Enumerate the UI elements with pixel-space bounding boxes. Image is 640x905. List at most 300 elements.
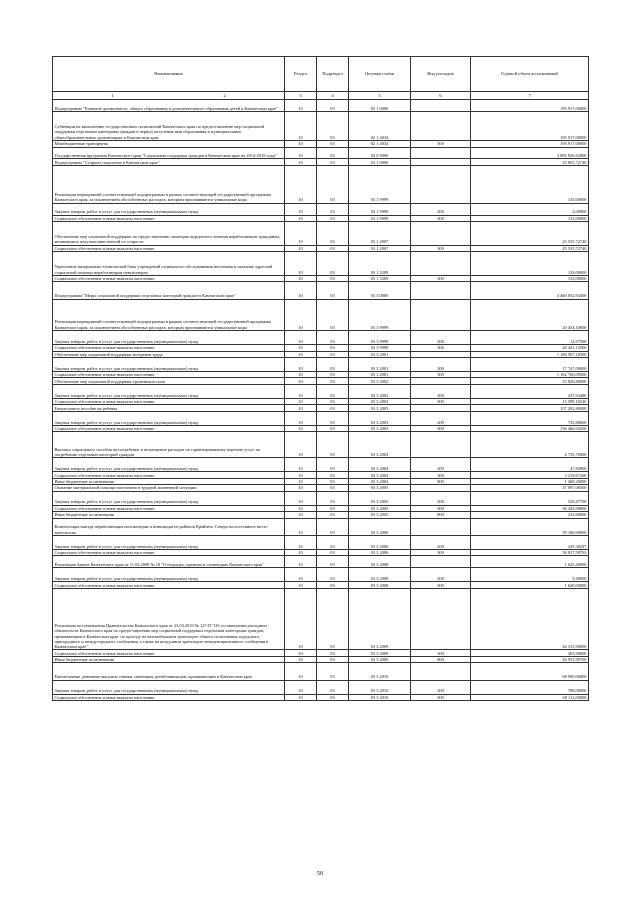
row-amount-cell: 25 535,72740 <box>471 245 589 251</box>
row-expense-type-cell: 200 <box>411 535 471 549</box>
row-expense-type-cell <box>411 282 471 299</box>
row-expense-type-cell: 300 <box>411 425 471 431</box>
row-amount-cell: 36 345,98800 <box>471 505 589 511</box>
row-section-cell: 10 <box>285 147 317 159</box>
row-target-cell: 03 3 2009 <box>349 650 411 656</box>
row-target-cell: 03 0 0000 <box>349 147 411 159</box>
row-subsection-cell: 03 <box>317 512 349 518</box>
row-section-cell: 10 <box>285 384 317 398</box>
row-expense-type-cell <box>411 100 471 112</box>
row-amount-cell: 5,40000 <box>471 568 589 582</box>
row-expense-type-cell <box>411 221 471 245</box>
row-amount-cell: 133,00000 <box>471 215 589 221</box>
row-section-cell: 10 <box>285 556 317 568</box>
row-name-cell: Обеспечение мер социальной поддержки тружеников тыла <box>53 378 285 384</box>
table-row <box>53 299 589 330</box>
row-expense-type-cell: 800 <box>411 512 471 518</box>
row-section-cell: 10 <box>285 351 317 357</box>
row-amount-cell: 232,60000 <box>471 512 589 518</box>
row-amount-cell: 133,00000 <box>471 252 589 276</box>
row-subsection-cell: 03 <box>317 203 349 215</box>
row-target-cell: 03 3 2005 <box>349 491 411 505</box>
row-target-cell: 03 3 9999 <box>349 331 411 345</box>
row-target-cell: 03 1 9999 <box>349 215 411 221</box>
table-row <box>53 535 589 549</box>
row-section-cell: 10 <box>285 282 317 299</box>
row-name-cell: Закупка товаров, работ и услуг для государственных (муниципальных) нужд <box>53 680 285 694</box>
row-expense-type-cell <box>411 588 471 650</box>
row-name-cell: Реализация Закона Камчатского края от 11.03.2008 № 18 "О наградах, премиях и стипендиях Камчатского края" <box>53 556 285 568</box>
row-section-cell: 10 <box>285 550 317 556</box>
row-amount-cell: 195 917,00000 <box>471 111 589 140</box>
row-expense-type-cell <box>411 252 471 276</box>
row-name-cell: Реализация мероприятий соответствующей подпрограммы в рамках соответствующей государственной программы Камчатского края, за исключением обособленных расходов, которым присваиваются уникальные коды <box>53 165 285 203</box>
row-target-cell: 03 3 9999 <box>349 345 411 351</box>
row-amount-cell: 37 097,06500 <box>471 485 589 491</box>
row-target-cell: 03 3 2002 <box>349 378 411 384</box>
row-name-cell: Закупка товаров, работ и услуг для государственных (муниципальных) нужд <box>53 535 285 549</box>
row-amount-cell: 17 747,09000 <box>471 357 589 371</box>
row-section-cell: 10 <box>285 535 317 549</box>
row-amount-cell: 25 803,72740 <box>471 159 589 165</box>
table-row <box>53 331 589 345</box>
row-subsection-cell: 03 <box>317 582 349 588</box>
row-target-cell: 03 3 2006 <box>349 550 411 556</box>
row-target-cell: 03 1 0000 <box>349 159 411 165</box>
row-expense-type-cell: 300 <box>411 398 471 404</box>
row-target-cell: 02 1 4034 <box>349 141 411 147</box>
row-expense-type-cell: 300 <box>411 650 471 656</box>
column-number: 5 <box>349 92 411 100</box>
row-expense-type-cell <box>411 165 471 203</box>
row-name-cell: Иные бюджетные ассигнования <box>53 512 285 518</box>
table-header-row <box>53 57 589 92</box>
row-expense-type-cell: 300 <box>411 694 471 700</box>
row-amount-cell: 3 885 836,65800 <box>471 147 589 159</box>
row-expense-type-cell: 200 <box>411 331 471 345</box>
table-row <box>53 518 589 535</box>
row-amount-cell: 2,00000 <box>471 203 589 215</box>
row-name-cell: Ежемесячное пособие на ребенка <box>53 405 285 411</box>
row-expense-type-cell: 200 <box>411 411 471 425</box>
row-subsection-cell: 03 <box>317 299 349 330</box>
table-row <box>53 384 589 398</box>
row-expense-type-cell: 300 <box>411 372 471 378</box>
row-target-cell: 03 3 2009 <box>349 656 411 662</box>
table-row <box>53 680 589 694</box>
table-row <box>53 588 589 650</box>
row-subsection-cell: 03 <box>317 215 349 221</box>
row-amount-cell: 4 735,70000 <box>471 432 589 458</box>
row-subsection-cell: 03 <box>317 384 349 398</box>
row-subsection-cell: 03 <box>317 372 349 378</box>
row-amount-cell: 788,00000 <box>471 680 589 694</box>
row-subsection-cell: 03 <box>317 425 349 431</box>
header-expense-type: Вид расходов <box>411 57 471 92</box>
row-name-cell: Социальное обеспечение и иные выплаты населению <box>53 505 285 511</box>
row-subsection-cell: 03 <box>317 398 349 404</box>
row-expense-type-cell: 300 <box>411 550 471 556</box>
row-amount-cell: 735,86800 <box>471 411 589 425</box>
row-section-cell: 10 <box>285 432 317 458</box>
row-expense-type-cell: 300 <box>411 215 471 221</box>
row-section-cell: 10 <box>285 582 317 588</box>
row-section-cell: 10 <box>285 405 317 411</box>
row-expense-type-cell: 200 <box>411 357 471 371</box>
row-target-cell: 03 3 2002 <box>349 398 411 404</box>
row-amount-cell: 157 202,80000 <box>471 405 589 411</box>
row-subsection-cell: 03 <box>317 345 349 351</box>
column-number-row <box>53 92 589 100</box>
row-subsection-cell: 03 <box>317 650 349 656</box>
row-name-cell: Социальное обеспечение и иные выплаты населению <box>53 372 285 378</box>
budget-table <box>52 56 589 701</box>
row-expense-type-cell: 300 <box>411 245 471 251</box>
row-section-cell: 10 <box>285 472 317 478</box>
row-section-cell: 10 <box>285 425 317 431</box>
row-subsection-cell: 03 <box>317 159 349 165</box>
row-subsection-cell: 03 <box>317 588 349 650</box>
row-section-cell: 10 <box>285 221 317 245</box>
table-row <box>53 147 589 159</box>
row-subsection-cell: 03 <box>317 165 349 203</box>
row-section-cell: 10 <box>285 252 317 276</box>
row-name-cell: Закупка товаров, работ и услуг для государственных (муниципальных) нужд <box>53 384 285 398</box>
row-name-cell: Закупка товаров, работ и услуг для государственных (муниципальных) нужд <box>53 491 285 505</box>
row-expense-type-cell: 200 <box>411 491 471 505</box>
row-target-cell: 03 3 2010 <box>349 694 411 700</box>
row-section-cell: 10 <box>285 398 317 404</box>
row-section-cell: 10 <box>285 518 317 535</box>
row-section-cell: 10 <box>285 159 317 165</box>
row-subsection-cell: 03 <box>317 472 349 478</box>
table-row <box>53 252 589 276</box>
row-expense-type-cell <box>411 147 471 159</box>
row-subsection-cell: 03 <box>317 432 349 458</box>
row-section-cell: 10 <box>285 505 317 511</box>
header-name: Наименование <box>53 57 285 92</box>
row-name-cell: Закупка товаров, работ и услуг для государственных (муниципальных) нужд <box>53 411 285 425</box>
row-name-cell: Обеспечение мер социальной поддержки по предоставлению санаторно-курортного лечения неработающим гражданам, являющимся получателями пенсий по старости <box>53 221 285 245</box>
row-subsection-cell: 03 <box>317 535 349 549</box>
table-row <box>53 568 589 582</box>
row-amount-cell: 1 162 760,09500 <box>471 372 589 378</box>
row-section-cell: 10 <box>285 694 317 700</box>
row-target-cell: 03 3 2001 <box>349 357 411 371</box>
row-section-cell: 10 <box>285 215 317 221</box>
row-target-cell: 03 3 9999 <box>349 299 411 330</box>
row-subsection-cell: 03 <box>317 111 349 140</box>
row-expense-type-cell: 200 <box>411 203 471 215</box>
row-expense-type-cell <box>411 111 471 140</box>
row-amount-cell: 156 466,93200 <box>471 425 589 431</box>
row-target-cell: 03 1 9999 <box>349 165 411 203</box>
row-section-cell: 10 <box>285 275 317 281</box>
row-target-cell: 03 3 2008 <box>349 556 411 568</box>
row-target-cell: 03 3 2004 <box>349 432 411 458</box>
row-section-cell: 10 <box>285 680 317 694</box>
column-number: 4 <box>317 92 349 100</box>
row-target-cell: 03 3 2008 <box>349 582 411 588</box>
table-row <box>53 663 589 680</box>
row-amount-cell: 3 460 052,93400 <box>471 282 589 299</box>
row-amount-cell: 528,47700 <box>471 491 589 505</box>
table-row <box>53 458 589 472</box>
row-target-cell: 03 1 5209 <box>349 252 411 276</box>
row-amount-cell: 1 468,20000 <box>471 478 589 484</box>
row-expense-type-cell: 300 <box>411 472 471 478</box>
table-row <box>53 282 589 299</box>
row-target-cell: 03 3 2003 <box>349 405 411 411</box>
row-section-cell: 10 <box>285 512 317 518</box>
row-name-cell: Социальное обеспечение и иные выплаты населению <box>53 582 285 588</box>
row-expense-type-cell <box>411 518 471 535</box>
column-number: 6 <box>411 92 471 100</box>
row-name-cell: Субвенции на выполнение государственных полномочий Камчатского края по предоставлению мер социальной поддержки отдельным категориям граждан в период получения ими образования в муниципальных общеобразовательных организациях в Камчатском крае <box>53 111 285 140</box>
row-target-cell: 03 3 2004 <box>349 478 411 484</box>
row-subsection-cell: 03 <box>317 680 349 694</box>
row-subsection-cell: 03 <box>317 485 349 491</box>
row-amount-cell: 43 951,99700 <box>471 656 589 662</box>
row-subsection-cell: 03 <box>317 141 349 147</box>
row-name-cell: Закупка товаров, работ и услуг для государственных (муниципальных) нужд <box>53 331 285 345</box>
row-amount-cell: 195 917,00000 <box>471 141 589 147</box>
row-target-cell: 03 3 2001 <box>349 372 411 378</box>
row-name-cell: Социальное обеспечение и иные выплаты населению <box>53 245 285 251</box>
row-section-cell: 10 <box>285 485 317 491</box>
row-amount-cell: 58 817,59703 <box>471 550 589 556</box>
row-amount-cell: 239,30297 <box>471 535 589 549</box>
table-row <box>53 432 589 458</box>
table-row <box>53 556 589 568</box>
row-section-cell: 10 <box>285 491 317 505</box>
row-section-cell: 10 <box>285 345 317 351</box>
row-name-cell: Социальное обеспечение и иные выплаты населению <box>53 550 285 556</box>
row-section-cell: 10 <box>285 411 317 425</box>
row-name-cell: Реализация постановления Правительства Камчатского края от 23.03.2010 № 127-П "Об установлении расходных обязательств Камчатского края по предоставлению мер социальной поддержки отдельным категориям граждан, проживающим в Камчатском крае, по проезду на автомобильном транспорте общего пользования городского, пригородного и междугородного сообщения, а также на воздушном транспорте межмуниципального сообщения в Камчатском крае" <box>53 588 285 650</box>
row-section-cell: 10 <box>285 165 317 203</box>
row-subsection-cell: 03 <box>317 275 349 281</box>
row-amount-cell: 1 180 507,18500 <box>471 351 589 357</box>
row-amount-cell: 1 625,40000 <box>471 556 589 568</box>
table-row <box>53 357 589 371</box>
row-amount-cell: 20 441,12500 <box>471 345 589 351</box>
row-amount-cell: 20 454,10000 <box>471 299 589 330</box>
row-name-cell: Оказание материальной помощи населению в трудной жизненной ситуации <box>53 485 285 491</box>
row-subsection-cell: 03 <box>317 491 349 505</box>
row-section-cell: 10 <box>285 663 317 680</box>
row-subsection-cell: 03 <box>317 331 349 345</box>
row-expense-type-cell <box>411 432 471 458</box>
row-name-cell: Социальное обеспечение и иные выплаты населению <box>53 472 285 478</box>
row-expense-type-cell: 200 <box>411 458 471 472</box>
row-name-cell: Социальное обеспечение и иные выплаты населению <box>53 425 285 431</box>
row-amount-cell: 363,90000 <box>471 650 589 656</box>
row-expense-type-cell: 300 <box>411 582 471 588</box>
row-target-cell: 03 3 2010 <box>349 680 411 694</box>
row-name-cell: Компенсация выезда неработающим пенсионерам и инвалидам из районов Крайнего Севера на постоянное место жительства <box>53 518 285 535</box>
row-target-cell: 02 1 4034 <box>349 111 411 140</box>
row-name-cell: Подпрограмма "Меры социальной поддержки отдельных категорий граждан в Камчатском крае" <box>53 282 285 299</box>
row-section-cell: 10 <box>285 203 317 215</box>
row-section-cell: 10 <box>285 650 317 656</box>
row-target-cell: 03 1 9999 <box>349 203 411 215</box>
row-name-cell: Подпрограмма "Развитие дошкольного, общего образования и дополнительного образования детей в Камчатском крае" <box>53 100 285 112</box>
row-target-cell: 03 3 2005 <box>349 512 411 518</box>
row-section-cell: 10 <box>285 357 317 371</box>
column-number: 3 <box>285 92 317 100</box>
row-name-cell: Социальное обеспечение и иные выплаты населению <box>53 398 285 404</box>
row-subsection-cell: 03 <box>317 405 349 411</box>
row-subsection-cell: 03 <box>317 505 349 511</box>
row-name-cell: Иные бюджетные ассигнования <box>53 656 285 662</box>
row-amount-cell: 195 917,00000 <box>471 100 589 112</box>
table-row <box>53 491 589 505</box>
row-expense-type-cell: 200 <box>411 384 471 398</box>
row-target-cell: 03 3 2006 <box>349 518 411 535</box>
row-target-cell: 03 3 2010 <box>349 663 411 680</box>
row-subsection-cell: 03 <box>317 458 349 472</box>
row-name-cell: Социальное обеспечение и иные выплаты населению <box>53 275 285 281</box>
row-subsection-cell: 03 <box>317 478 349 484</box>
header-target-article: Целевая статья <box>349 57 411 92</box>
row-target-cell: 03 3 2004 <box>349 472 411 478</box>
row-section-cell: 10 <box>285 568 317 582</box>
row-subsection-cell: 03 <box>317 282 349 299</box>
row-name-cell: Закупка товаров, работ и услуг для государственных (муниципальных) нужд <box>53 357 285 371</box>
row-target-cell: 02 1 0000 <box>349 100 411 112</box>
row-expense-type-cell: 300 <box>411 275 471 281</box>
row-target-cell: 03 3 2005 <box>349 505 411 511</box>
row-name-cell: Социальное обеспечение и иные выплаты населению <box>53 694 285 700</box>
row-name-cell: Социальное обеспечение и иные выплаты населению <box>53 345 285 351</box>
row-target-cell: 03 3 2005 <box>349 485 411 491</box>
row-amount-cell: 1 620,00000 <box>471 582 589 588</box>
row-name-cell: Межбюджетные трансферты <box>53 141 285 147</box>
row-target-cell: 03 3 2003 <box>349 425 411 431</box>
row-expense-type-cell: 300 <box>411 345 471 351</box>
row-target-cell: 03 1 5209 <box>349 275 411 281</box>
document-page <box>52 56 588 701</box>
row-expense-type-cell: 300 <box>411 505 471 511</box>
row-target-cell: 03 3 0000 <box>349 282 411 299</box>
row-section-cell: 10 <box>285 458 317 472</box>
row-subsection-cell: 03 <box>317 357 349 371</box>
table-row <box>53 111 589 140</box>
row-subsection-cell: 03 <box>317 663 349 680</box>
row-section-cell: 10 <box>285 111 317 140</box>
row-subsection-cell: 03 <box>317 351 349 357</box>
row-amount-cell: 15 589,16520 <box>471 398 589 404</box>
row-target-cell: 03 3 2001 <box>349 351 411 357</box>
row-name-cell: Выплата социального пособия на погребение и возмещение расходов по гарантированному перечню услуг по погребению отдельных категорий граждан <box>53 432 285 458</box>
row-amount-cell: 47,82800 <box>471 458 589 472</box>
table-row <box>53 411 589 425</box>
row-amount-cell: 3 219,67200 <box>471 472 589 478</box>
row-expense-type-cell <box>411 299 471 330</box>
row-section-cell: 10 <box>285 378 317 384</box>
row-amount-cell: 68 900,00000 <box>471 663 589 680</box>
row-section-cell: 10 <box>285 588 317 650</box>
row-amount-cell: 59 106,90000 <box>471 518 589 535</box>
header-annual-amount: Годовой объем ассигнований <box>471 57 589 92</box>
header-section: Раздел <box>285 57 317 92</box>
row-amount-cell: 25 535,72740 <box>471 221 589 245</box>
table-body <box>53 100 589 701</box>
table-row <box>53 100 589 112</box>
row-target-cell: 03 3 2006 <box>349 535 411 549</box>
row-subsection-cell: 03 <box>317 550 349 556</box>
row-subsection-cell: 03 <box>317 100 349 112</box>
row-amount-cell: 237,63480 <box>471 384 589 398</box>
row-subsection-cell: 03 <box>317 518 349 535</box>
row-section-cell: 10 <box>285 372 317 378</box>
row-section-cell: 10 <box>285 245 317 251</box>
row-name-cell: Ежемесячные денежные выплаты семьям, имеющим детей-инвалидов, проживающим в Камчатском крае <box>53 663 285 680</box>
row-section-cell: 10 <box>285 299 317 330</box>
row-target-cell: 03 1 2007 <box>349 245 411 251</box>
row-amount-cell: 15 826,80000 <box>471 378 589 384</box>
row-target-cell: 03 1 2007 <box>349 221 411 245</box>
row-subsection-cell: 03 <box>317 556 349 568</box>
row-amount-cell: 44 315,90000 <box>471 588 589 650</box>
row-subsection-cell: 03 <box>317 252 349 276</box>
row-name-cell: Государственная программа Камчатского края "Социальная поддержка граждан в Камчатском крае на 2014-2018 годы" <box>53 147 285 159</box>
table-row <box>53 694 589 700</box>
row-expense-type-cell <box>411 663 471 680</box>
row-section-cell: 10 <box>285 100 317 112</box>
row-subsection-cell: 03 <box>317 694 349 700</box>
row-expense-type-cell <box>411 556 471 568</box>
row-subsection-cell: 03 <box>317 378 349 384</box>
row-amount-cell: 68 112,00000 <box>471 694 589 700</box>
row-section-cell: 10 <box>285 656 317 662</box>
row-name-cell: Социальное обеспечение и иные выплаты населению <box>53 215 285 221</box>
row-name-cell: Закупка товаров, работ и услуг для государственных (муниципальных) нужд <box>53 568 285 582</box>
row-section-cell: 10 <box>285 331 317 345</box>
table-row <box>53 165 589 203</box>
row-name-cell: Закупка товаров, работ и услуг для государственных (муниципальных) нужд <box>53 203 285 215</box>
row-target-cell: 03 3 2008 <box>349 568 411 582</box>
row-target-cell: 03 3 2004 <box>349 458 411 472</box>
header-subsection: Подраздел <box>317 57 349 92</box>
table-row <box>53 203 589 215</box>
row-expense-type-cell: 800 <box>411 656 471 662</box>
row-subsection-cell: 03 <box>317 411 349 425</box>
row-name-cell: Закупка товаров, работ и услуг для государственных (муниципальных) нужд <box>53 458 285 472</box>
row-amount-cell: 133,00000 <box>471 275 589 281</box>
row-name-cell: Обеспечение мер социальной поддержки ветеранов труда <box>53 351 285 357</box>
row-target-cell: 03 3 2003 <box>349 411 411 425</box>
page-number: 50 <box>316 870 324 877</box>
row-expense-type-cell: 500 <box>411 141 471 147</box>
row-subsection-cell: 03 <box>317 221 349 245</box>
row-subsection-cell: 03 <box>317 568 349 582</box>
row-name-cell: Укрепление материально-технической базы учреждений социального обслуживания населения и оказание адресной социальной помощи неработающим пенсионерам <box>53 252 285 276</box>
row-name-cell: Подпрограмма "Старшее поколение в Камчатском крае" <box>53 159 285 165</box>
row-expense-type-cell: 800 <box>411 478 471 484</box>
row-expense-type-cell: 200 <box>411 680 471 694</box>
row-name-cell: Социальное обеспечение и иные выплаты населению <box>53 650 285 656</box>
row-target-cell: 03 3 2002 <box>349 384 411 398</box>
column-number: 7 <box>471 92 589 100</box>
row-name-cell: Иные бюджетные ассигнования <box>53 478 285 484</box>
row-subsection-cell: 03 <box>317 656 349 662</box>
row-subsection-cell: 03 <box>317 147 349 159</box>
row-section-cell: 10 <box>285 478 317 484</box>
row-name-cell: Реализация мероприятий соответствующей подпрограммы в рамках соответствующей государственной программы Камчатского края, за исключением обособленных расходов, которым присваиваются уникальные коды <box>53 299 285 330</box>
row-amount-cell: 12,97500 <box>471 331 589 345</box>
